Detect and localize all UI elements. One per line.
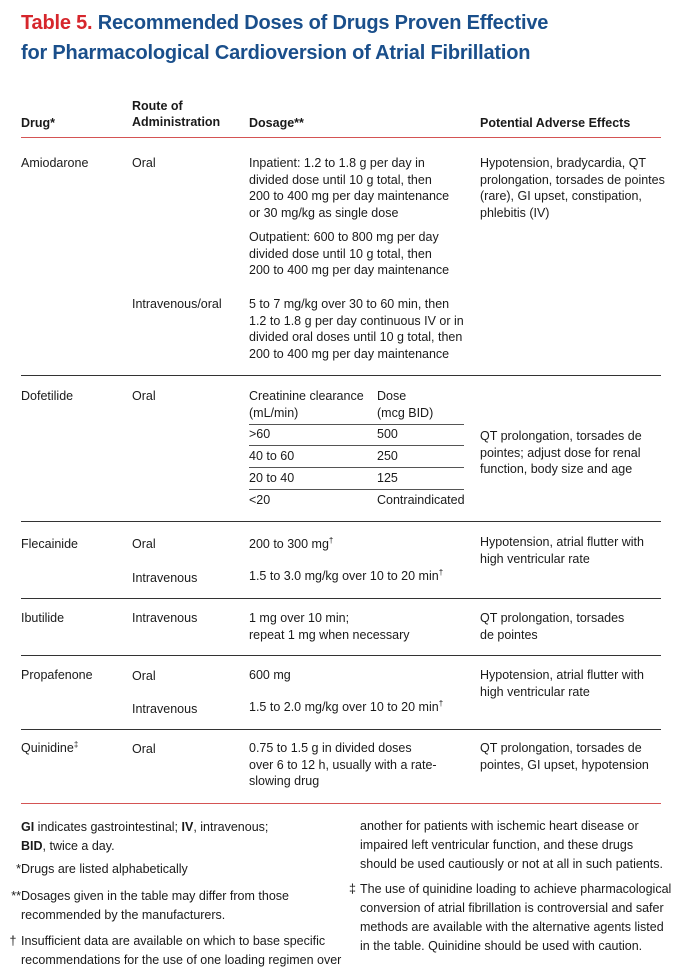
dose-quinidine: 0.75 to 1.5 g in divided doses over 6 to 12 h, usually with a rate- slowing drug bbox=[249, 741, 437, 788]
effects-amiodarone: Hypotension, bradycardia, QT prolongation, torsades de pointes (rare), GI upset, constipation, phlebitis (IV) bbox=[480, 156, 665, 220]
title-line-1: Recommended Doses of Drugs Proven Effective bbox=[97, 12, 549, 34]
drug-dofetilide: Dofetilide bbox=[21, 389, 74, 403]
effects-flecainide: Hypotension, atrial flutter with high ventricular rate bbox=[480, 535, 644, 566]
route-propafenone-oral: Oral bbox=[132, 669, 156, 683]
route-dofetilide: Oral bbox=[132, 389, 156, 403]
route-quinidine: Oral bbox=[132, 742, 156, 756]
subtable-divider bbox=[249, 489, 464, 490]
subtable-divider bbox=[249, 467, 464, 468]
header-route-line-2: Administration bbox=[132, 115, 221, 129]
header-drug: Drug* bbox=[21, 116, 56, 130]
table-title bbox=[21, 8, 548, 68]
dofetilide-dose-3: 125 bbox=[377, 471, 398, 485]
dofetilide-dose-2: 250 bbox=[377, 449, 398, 463]
dofetilide-cc-4: <20 bbox=[249, 493, 271, 507]
row-divider bbox=[21, 375, 661, 376]
dose-propafenone-oral: 600 mg bbox=[249, 668, 291, 682]
dose-ibutilide: 1 mg over 10 min; repeat 1 mg when necessary bbox=[249, 611, 410, 642]
drug-amiodarone: Amiodarone bbox=[21, 156, 89, 170]
row-divider bbox=[21, 598, 661, 599]
dofetilide-cc-3: 20 to 40 bbox=[249, 471, 295, 485]
header-route-line-1: Route of bbox=[132, 99, 183, 113]
route-amiodarone-iv: Intravenous/oral bbox=[132, 297, 222, 311]
dofetilide-dose-4: Contraindicated bbox=[377, 493, 465, 507]
dose-propafenone-iv: 1.5 to 2.0 mg/kg over 10 to 20 min† bbox=[249, 698, 444, 714]
dofetilide-dose-1: 500 bbox=[377, 427, 398, 441]
row-divider bbox=[21, 521, 661, 522]
drug-flecainide: Flecainide bbox=[21, 537, 78, 551]
subtable-divider bbox=[249, 445, 464, 446]
dose-flecainide-oral: 200 to 300 mg† bbox=[249, 535, 334, 551]
title-line-2: for Pharmacological Cardioversion of Atrial Fibrillation bbox=[21, 42, 531, 64]
row-divider bbox=[21, 729, 661, 730]
effects-dofetilide: QT prolongation, torsades de pointes; adjust dose for renal function, body size and age bbox=[480, 429, 642, 476]
route-flecainide-oral: Oral bbox=[132, 537, 156, 551]
drug-ibutilide: Ibutilide bbox=[21, 611, 65, 625]
header-route bbox=[132, 98, 220, 130]
table-label: Table 5. bbox=[21, 12, 93, 34]
footnote-star: *Drugs are listed alphabetically bbox=[16, 862, 188, 876]
footnote-dagger-continued: another for patients with ischemic heart disease or impaired left ventricular function, and these drugs should be used cautiously or not at all in such patients. bbox=[360, 819, 663, 871]
dose-amiodarone-iv: 5 to 7 mg/kg over 30 to 60 min, then 1.2 to 1.8 g per day continuous IV or in divided oral doses until 10 g total, then 200 to 400 mg per day maintenance bbox=[249, 297, 464, 361]
route-ibutilide: Intravenous bbox=[132, 611, 198, 625]
row-divider bbox=[21, 655, 661, 656]
route-flecainide-iv: Intravenous bbox=[132, 571, 198, 585]
dose-amiodarone-inpatient: Inpatient: 1.2 to 1.8 g per day in divided dose until 10 g total, then 200 to 400 mg per day maintenance or 30 mg/kg as single dose bbox=[249, 156, 450, 220]
route-amiodarone-oral: Oral bbox=[132, 156, 156, 170]
effects-quinidine: QT prolongation, torsades de pointes, GI upset, hypotension bbox=[480, 741, 649, 772]
dofetilide-col2-header: Dose (mcg BID) bbox=[377, 389, 434, 420]
effects-propafenone: Hypotension, atrial flutter with high ventricular rate bbox=[480, 668, 644, 699]
dofetilide-col1-header: Creatinine clearance (mL/min) bbox=[249, 389, 364, 420]
footnote-abbreviations: GI indicates gastrointestinal; IV, intravenous; BID, twice a day. bbox=[21, 820, 269, 853]
footnote-dagger: † Insufficient data are available on which to base specific recommendations for the use of one loading regimen over bbox=[9, 934, 342, 967]
header-rule bbox=[21, 137, 661, 138]
dofetilide-cc-2: 40 to 60 bbox=[249, 449, 295, 463]
footnote-double-star: **Dosages given in the table may differ from those recommended by the manufacturers. bbox=[11, 889, 289, 922]
drug-quinidine: Quinidine‡ bbox=[21, 739, 79, 755]
subtable-divider bbox=[249, 424, 464, 425]
header-dosage: Dosage** bbox=[249, 116, 304, 130]
effects-ibutilide: QT prolongation, torsades de pointes bbox=[480, 611, 625, 642]
header-effects: Potential Adverse Effects bbox=[480, 116, 631, 130]
footer-rule bbox=[21, 803, 661, 804]
dofetilide-cc-1: >60 bbox=[249, 427, 271, 441]
drug-propafenone: Propafenone bbox=[21, 668, 93, 682]
dose-amiodarone-outpatient: Outpatient: 600 to 800 mg per day divided dose until 10 g total, then 200 to 400 mg per day maintenance bbox=[249, 230, 450, 277]
dose-flecainide-iv: 1.5 to 3.0 mg/kg over 10 to 20 min† bbox=[249, 567, 444, 583]
route-propafenone-iv: Intravenous bbox=[132, 702, 198, 716]
footnote-double-dagger: ‡ The use of quinidine loading to achieve pharmacological conversion of atrial fibrillation is controversial and safer methods are available with the alternative agents listed in the table. Quinidine should be used with caution. bbox=[349, 882, 672, 953]
